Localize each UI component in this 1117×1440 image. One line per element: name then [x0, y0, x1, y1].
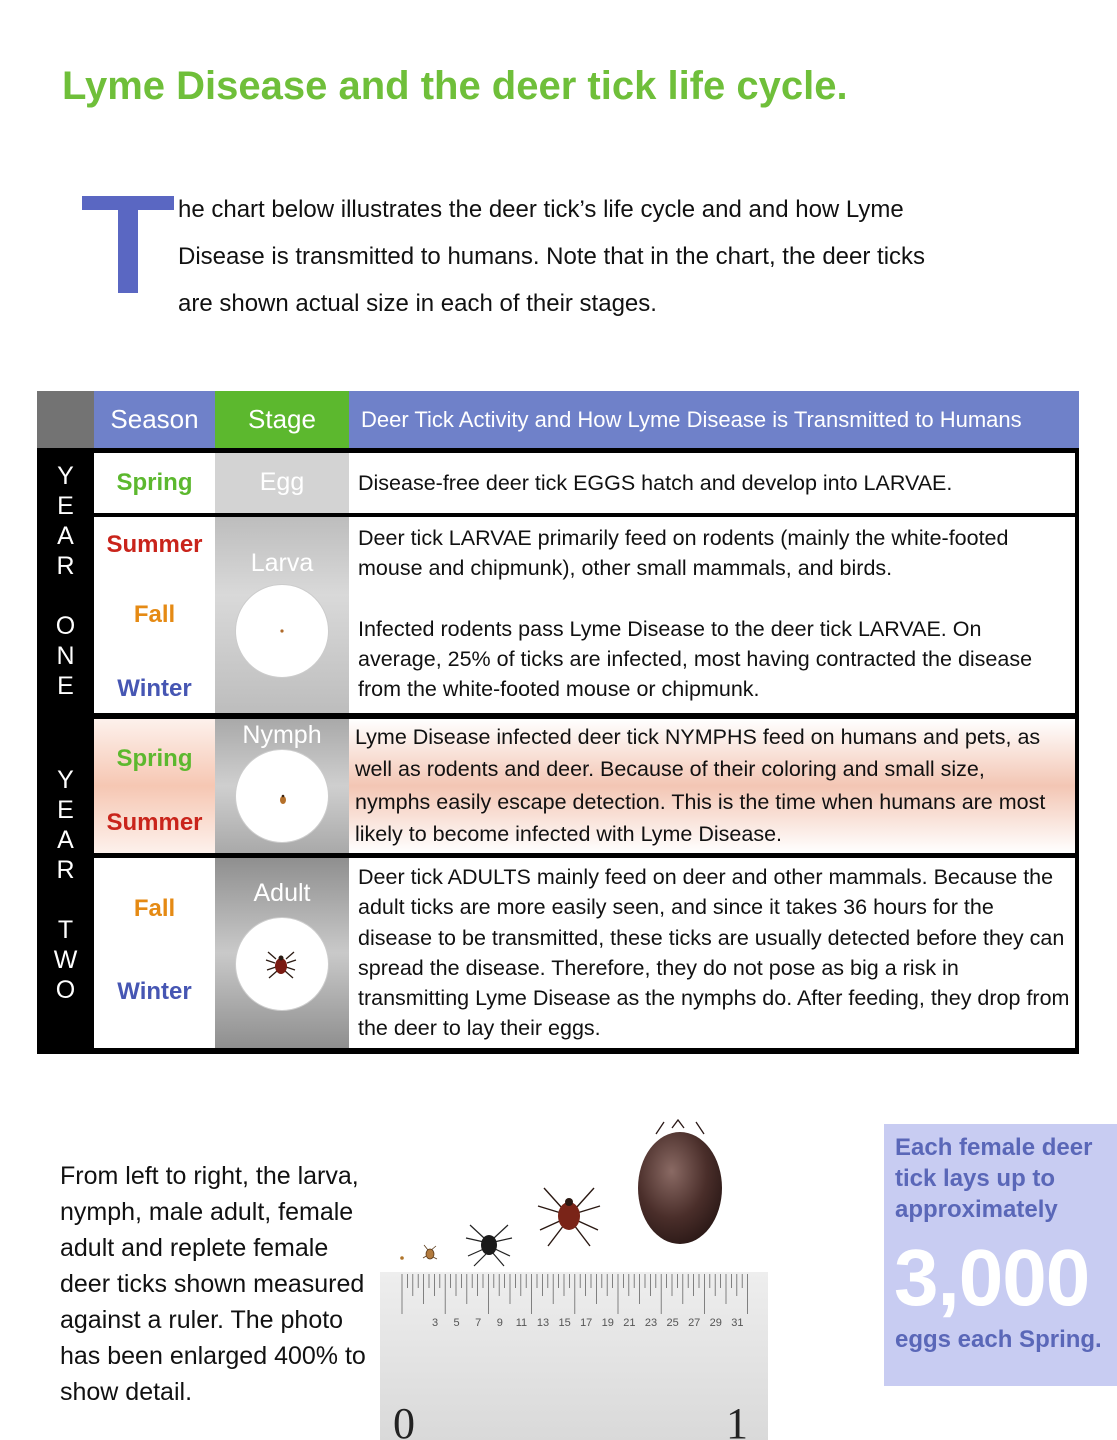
stage-label-nymph: Nymph: [242, 721, 322, 749]
callout-bottom-text: eggs each Spring.: [895, 1326, 1102, 1353]
header-corner: [37, 391, 94, 448]
adult-tick-icon: [236, 918, 328, 1010]
ruler-ticks-photo: [380, 1110, 770, 1440]
season-cell-adult: Fall Winter: [94, 858, 215, 1048]
intro-line: are shown actual size in each of their stages.: [178, 290, 657, 317]
stage-cell-adult: [215, 858, 349, 1048]
activity-nymph: Lyme Disease infected deer tick NYMPHS feed on humans and pets, as well as rodents and deer. Because of their coloring and small size, nymphs easily escape detection. This is the time when humans are most likely to become infected with Lyme Disease.: [349, 719, 1075, 853]
ruler-number: 31: [731, 1317, 744, 1329]
season-cell-nymph: Spring Summer: [94, 719, 215, 853]
activity-adult: Deer tick ADULTS mainly feed on deer and other mammals. Because the adult ticks are more easily seen, and since it takes 36 hours for the disease to be transmitted, these ticks are usually detected before they can spread the disease. Therefore, they do not pose as big a risk in transmitting Lyme Disease as the nymphs do. After feeding, they drop from the deer to lay their eggs.: [349, 858, 1075, 1048]
header-activity: Deer Tick Activity and How Lyme Disease is Transmitted to Humans: [349, 391, 1079, 448]
male-adult-body: [481, 1235, 497, 1255]
nymph-size-circle: [235, 749, 329, 843]
intro-line: he chart below illustrates the deer tick’s life cycle and and how Lyme: [178, 196, 904, 223]
stage-label-egg: Egg: [259, 468, 305, 496]
egg-count-callout: [884, 1124, 1117, 1386]
adult-size-circle: [235, 917, 329, 1011]
stage-cell-larva: [215, 517, 349, 713]
stage-label-adult: Adult: [253, 879, 311, 907]
ruler-label-zero: 0: [393, 1399, 415, 1440]
activity-egg: Disease-free deer tick EGGS hatch and develop into LARVAE.: [349, 453, 1075, 513]
ruler-number: 13: [536, 1317, 550, 1329]
season-cell-spring: Spring: [94, 453, 215, 513]
ruler-number: 19: [601, 1317, 614, 1329]
ruler-number: 17: [580, 1317, 593, 1329]
year-one-label: Y E A R O N E: [37, 453, 94, 715]
photo-caption: From left to right, the larva, nymph, male adult, female adult and replete female deer ticks shown measured against a ruler. The photo has been enlarged 400% to show detail.: [60, 1162, 366, 1406]
drop-cap-t: [82, 193, 174, 293]
ruler-number: 27: [688, 1317, 701, 1329]
header-season: Season: [94, 391, 215, 448]
page-title: Lyme Disease and the deer tick life cycle.: [62, 64, 848, 108]
ruler-number: 5: [453, 1317, 460, 1329]
larva-tick-icon: [236, 585, 328, 677]
activity-larva: Deer tick LARVAE primarily feed on rodents (mainly the white-footed mouse and chipmunk), other small mammals, and birds. Infected rodents pass Lyme Disease to the deer tick LARVAE. On average, 25% of ticks are infected, most having contracted the disease from the white-footed mouse or chipmunk.: [349, 517, 1075, 713]
larva-tick: [400, 1256, 404, 1260]
intro-paragraph: [178, 186, 1078, 327]
ruler-number: 3: [431, 1317, 439, 1329]
ruler-label-one: 1: [726, 1399, 748, 1440]
callout-number: 3,000: [894, 1233, 1090, 1322]
stage-cell-nymph: [215, 719, 349, 853]
header-stage: Stage: [215, 391, 349, 448]
ruler-number: 15: [558, 1317, 571, 1329]
intro-line: Disease is transmitted to humans. Note that in the chart, the deer ticks: [178, 243, 926, 270]
ruler: [380, 1272, 768, 1440]
ruler-number: 9: [496, 1317, 503, 1329]
female-adult-body: [558, 1202, 580, 1230]
ruler-number: 29: [709, 1317, 722, 1329]
nymph-tick-icon: [236, 750, 328, 842]
callout-top-text: Each female deer tick lays up to approximately: [895, 1134, 1093, 1223]
nymph-tick: [423, 1245, 437, 1259]
ruler-number: 25: [666, 1317, 679, 1329]
stage-label-larva: Larva: [250, 549, 314, 577]
year-two-label: Y E A R T W O: [37, 717, 94, 1054]
season-cell-larva: Summer Fall Winter: [94, 517, 215, 713]
life-cycle-chart: [37, 391, 1079, 1054]
ruler-number: 21: [623, 1317, 636, 1329]
stage-cell-egg: [215, 453, 349, 513]
replete-female-tick: [638, 1132, 722, 1244]
ruler-number: 11: [515, 1317, 528, 1329]
ruler-number: 23: [644, 1317, 658, 1329]
larva-size-circle: [235, 584, 329, 678]
ruler-number: 7: [475, 1317, 482, 1329]
